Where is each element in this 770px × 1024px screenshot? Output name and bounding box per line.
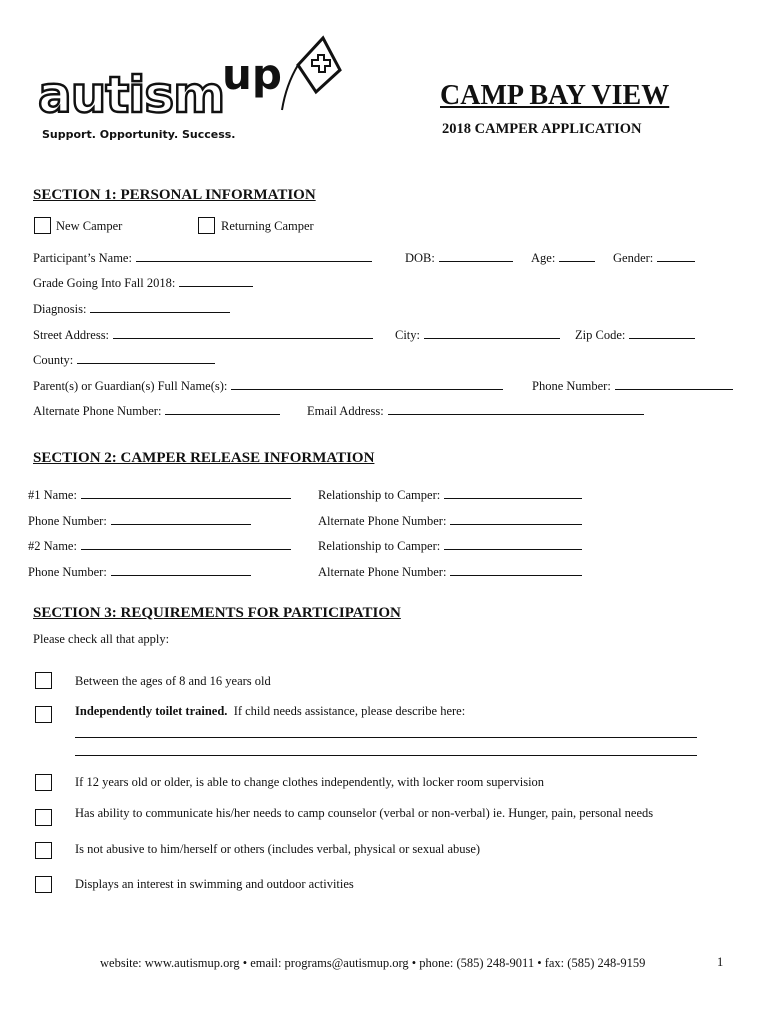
participant-name-field[interactable]: [136, 249, 372, 262]
req4-checkbox[interactable]: [35, 809, 52, 826]
contact2-phone-label: Phone Number:: [28, 565, 107, 579]
req3-checkbox[interactable]: [35, 774, 52, 791]
req5-label: Is not abusive to him/herself or others (includes verbal, physical or sexual abuse): [75, 842, 481, 856]
req2-label: If child needs assistance, please describe here:: [233, 704, 466, 718]
grade-field[interactable]: [179, 274, 253, 287]
phone-label: Phone Number:: [532, 379, 611, 393]
returning-camper-label: Returning Camper: [221, 219, 314, 233]
guardian-label: Parent(s) or Guardian(s) Full Name(s):: [33, 379, 228, 393]
page-number: 1: [717, 955, 724, 969]
zip-field[interactable]: [629, 326, 695, 339]
diagnosis-field[interactable]: [90, 300, 230, 313]
zip-label: Zip Code:: [575, 328, 626, 342]
req4-label: Has ability to communicate his/her needs to camp counselor (verbal or non-verbal) ie. Hunger, pain, personal needs: [75, 806, 654, 820]
gender-field[interactable]: [657, 249, 695, 262]
city-label: City:: [395, 328, 421, 342]
contact1-relationship-field[interactable]: [444, 486, 582, 499]
county-field[interactable]: [77, 351, 215, 364]
req2-checkbox[interactable]: [35, 706, 52, 723]
section2-heading: SECTION 2: CAMPER RELEASE INFORMATION: [33, 450, 375, 466]
contact2-name-field[interactable]: [81, 537, 291, 550]
section3-heading: SECTION 3: REQUIREMENTS FOR PARTICIPATION: [33, 605, 401, 621]
dob-label: DOB:: [405, 251, 435, 265]
new-camper-checkbox[interactable]: [34, 217, 51, 234]
section1-heading: SECTION 1: PERSONAL INFORMATION: [33, 187, 316, 203]
logo-word: autism: [38, 66, 225, 124]
dob-field[interactable]: [439, 249, 513, 262]
contact2-name-label: #2 Name:: [28, 539, 77, 553]
alt-phone-field[interactable]: [165, 402, 280, 415]
req2-label-bold: Independently toilet trained.: [75, 704, 228, 718]
req6-label: Displays an interest in swimming and outdoor activities: [75, 877, 354, 891]
page-title: CAMP BAY VIEW: [440, 80, 670, 111]
contact2-relationship-field[interactable]: [444, 537, 582, 550]
req2-description-line2[interactable]: [75, 755, 697, 756]
participant-name-label: Participant’s Name:: [33, 251, 132, 265]
contact1-phone-field[interactable]: [111, 512, 251, 525]
city-field[interactable]: [424, 326, 560, 339]
gender-label: Gender:: [613, 251, 654, 265]
logo-up: up: [222, 50, 282, 99]
street-field[interactable]: [113, 326, 373, 339]
contact1-phone-label: Phone Number:: [28, 514, 107, 528]
req1-label: Between the ages of 8 and 16 years old: [75, 674, 271, 688]
grade-label: Grade Going Into Fall 2018:: [33, 276, 176, 290]
diagnosis-label: Diagnosis:: [33, 302, 87, 316]
kite-icon: [278, 30, 358, 115]
footer-contact: website: www.autismup.org • email: programs@autismup.org • phone: (585) 248-9011 • fax: (585) 248-9159: [100, 956, 646, 970]
county-label: County:: [33, 353, 74, 367]
contact1-name-field[interactable]: [81, 486, 291, 499]
guardian-field[interactable]: [231, 377, 503, 390]
age-field[interactable]: [559, 249, 595, 262]
contact2-alt-phone-label: Alternate Phone Number:: [318, 565, 447, 579]
section3-instruction: Please check all that apply:: [33, 632, 170, 646]
req2-description-line1[interactable]: [75, 737, 697, 738]
contact1-alt-phone-label: Alternate Phone Number:: [318, 514, 447, 528]
contact1-name-label: #1 Name:: [28, 488, 77, 502]
street-label: Street Address:: [33, 328, 110, 342]
contact2-phone-field[interactable]: [111, 563, 251, 576]
req5-checkbox[interactable]: [35, 842, 52, 859]
logo-tagline: Support. Opportunity. Success.: [42, 128, 236, 141]
age-label: Age:: [531, 251, 556, 265]
contact2-relationship-label: Relationship to Camper:: [318, 539, 441, 553]
returning-camper-checkbox[interactable]: [198, 217, 215, 234]
alt-phone-label: Alternate Phone Number:: [33, 404, 162, 418]
new-camper-label: New Camper: [56, 219, 123, 233]
req6-checkbox[interactable]: [35, 876, 52, 893]
contact2-alt-phone-field[interactable]: [450, 563, 582, 576]
phone-field[interactable]: [615, 377, 733, 390]
req1-checkbox[interactable]: [35, 672, 52, 689]
email-label: Email Address:: [307, 404, 384, 418]
req3-label: If 12 years old or older, is able to change clothes independently, with locker room supervision: [75, 775, 545, 789]
contact1-relationship-label: Relationship to Camper:: [318, 488, 441, 502]
email-field[interactable]: [388, 402, 644, 415]
page-subtitle: 2018 CAMPER APPLICATION: [442, 121, 642, 137]
logo: [38, 30, 338, 150]
contact1-alt-phone-field[interactable]: [450, 512, 582, 525]
